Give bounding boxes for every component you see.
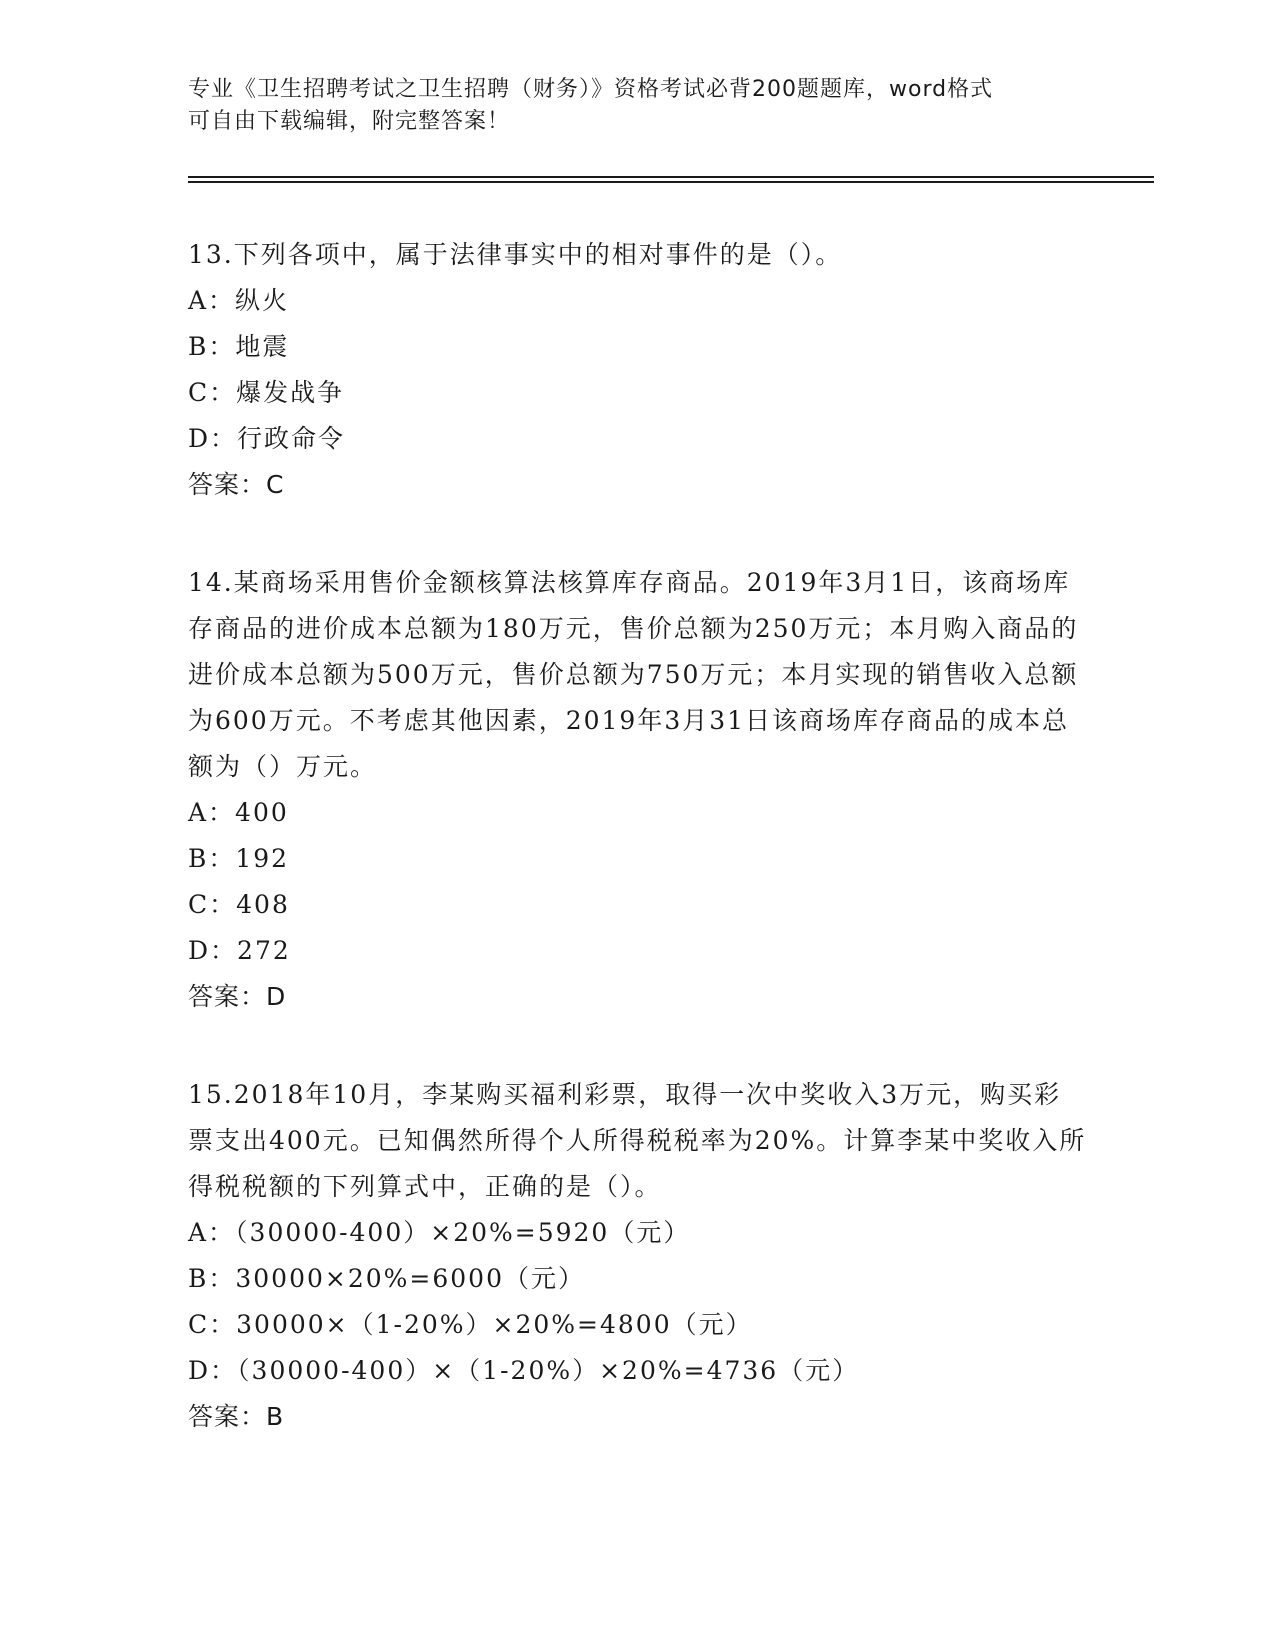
option-c: C：30000×（1-20%）×20%=4800（元）: [188, 1310, 753, 1339]
question-14: [188, 560, 1088, 1020]
question-list: [188, 232, 1088, 1492]
option-c: C：408: [188, 890, 290, 919]
option-d: D：（30000-400）×（1-20%）×20%=4736（元）: [188, 1356, 860, 1385]
question-13: [188, 232, 1088, 508]
option-a: A：（30000-400）×20%=5920（元）: [188, 1218, 691, 1247]
option-a: A：400: [188, 798, 289, 827]
option-d: D：272: [188, 936, 291, 965]
option-b: B：地震: [188, 332, 290, 361]
header-divider-top: [188, 176, 1154, 178]
answer-line: 答案：B: [188, 1402, 285, 1431]
question-stem: 14.某商场采用售价金额核算法核算库存商品。2019年3月1日，该商场库存商品的进价成本总额为180万元，售价总额为250万元；本月购入商品的进价成本总额为500万元，售价总额为750万元；本月实现的销售收入总额为600万元。不考虑其他因素，2019年3月31日该商场库存商品的成本总额为（）万元。: [188, 568, 1079, 781]
question-15: [188, 1072, 1088, 1440]
question-stem: 13.下列各项中，属于法律事实中的相对事件的是（）。: [188, 240, 843, 269]
answer-line: 答案：C: [188, 470, 285, 499]
option-a: A：纵火: [188, 286, 290, 315]
option-b: B：30000×20%=6000（元）: [188, 1264, 585, 1293]
question-stem: 15.2018年10月，李某购买福利彩票，取得一次中奖收入3万元，购买彩票支出400元。已知偶然所得个人所得税税率为20%。计算李某中奖收入所得税税额的下列算式中，正确的是（）。: [188, 1080, 1087, 1201]
option-d: D：行政命令: [188, 424, 346, 453]
option-c: C：爆发战争: [188, 378, 345, 407]
document-header: 专业《卫生招聘考试之卫生招聘（财务）》资格考试必背200题题库，word格式 可自由下载编辑，附完整答案！: [188, 77, 994, 134]
header-divider-bottom: [188, 181, 1154, 183]
option-b: B：192: [188, 844, 290, 873]
answer-line: 答案：D: [188, 982, 287, 1011]
